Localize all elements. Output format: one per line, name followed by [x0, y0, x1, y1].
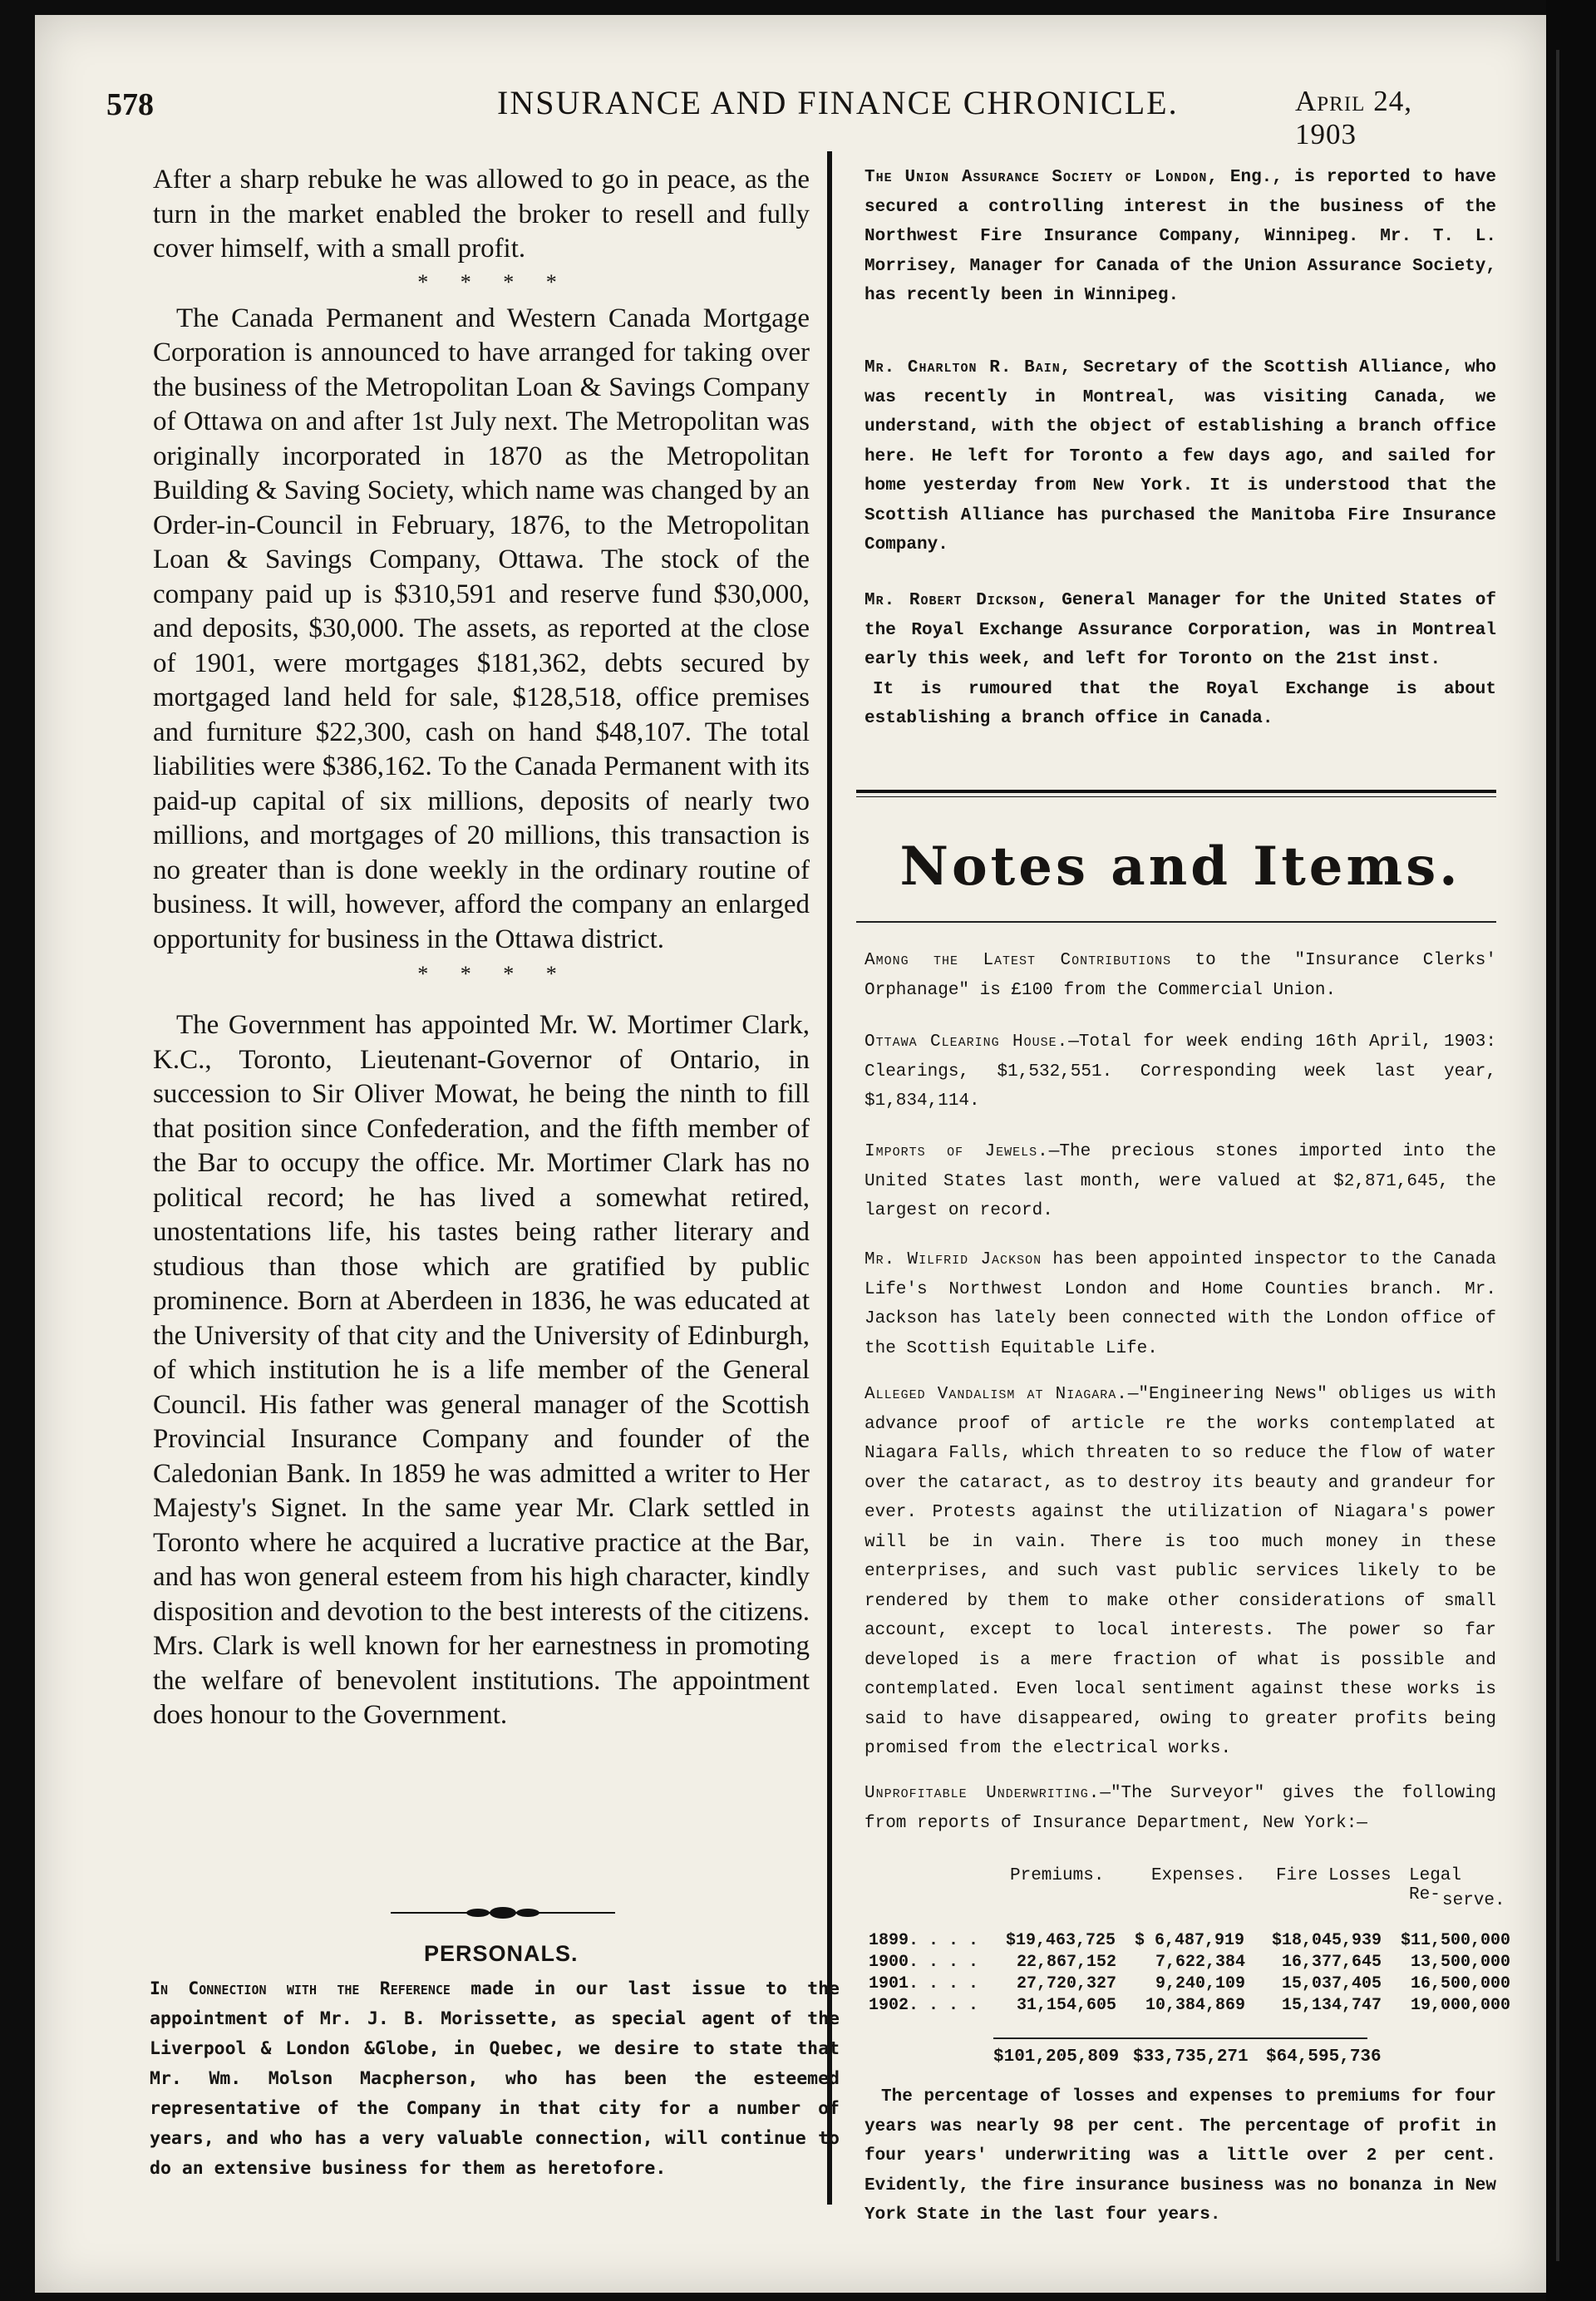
fire-losses-cell: $18,045,939	[1272, 1931, 1382, 1950]
section-rule	[856, 790, 1496, 797]
article-canada-permanent: The Canada Permanent and Western Canada Mortgage Corporation is announced to have arranged for taking over the business of the Metropolitan Loan & Savings Company of Ottawa on and after 1st July next. The Metropolitan was originally incorporated in 1870 as the Metropolitan Building & Saving Society, which name was changed by an Order-in-Council in February, 1876, to the Metropolitan Loan & Savings Company, Ottawa. The stock of the company paid up is $310,591 and reserve fund $30,000, and deposits, $30,000. The assets, as reported at the close of 1901, were mortgages $181,362, debts secured by mortgaged land held for sale, $128,518, office premises and furniture $22,300, cash on hand $48,107. The total liabilities were $386,162. To the Canada Permanent with its paid-up capital of six millions, deposits of nearly two millions, and mortgages of 20 millions, this transaction is no greater than is done weekly in the ordinary routine of business. It will, however, afford the company an enlarged opportunity for business in the Ottawa district.	[153, 303, 810, 954]
item-lead: Unprofitable Underwriting.	[864, 1784, 1101, 1803]
item-text: The percentage of losses and expenses to premiums for four years was nearly 98 per cent. The percentage of profit in four years' underwriting was a little over 2 per cent. Evidently, the fire insurance business was no bonanza in New York State in the last four years.	[864, 2087, 1496, 2225]
item-text: to the "Insurance Clerks' Orphanage" is £100 from the Commercial Union.	[864, 951, 1496, 1000]
fire-losses-total: $64,595,736	[1266, 2047, 1382, 2067]
item-lead: The Union Assurance Society of London,	[864, 168, 1219, 187]
expenses-cell: $ 6,487,919	[1135, 1931, 1245, 1950]
note-unprofitable-underwriting	[864, 1779, 1496, 1838]
item-text: General Manager for the United States of the Royal Exchange Assurance Corporation, was in Montreal early this week, and left for Toronto on the 21st inst.	[864, 591, 1497, 669]
expenses-cell: 7,622,384	[1155, 1953, 1246, 1972]
item-lead: Among the Latest Contributions	[864, 951, 1172, 970]
note-contributions	[864, 946, 1496, 1005]
item-text: It is rumoured that the Royal Exchange is about establishing a branch office in Canada.	[864, 679, 1496, 728]
ornament-divider	[391, 1904, 615, 1922]
item-text: made in our last issue to the appointment of Mr. J. B. Morissette, as special agent of the Liverpool & London &Globe, in Quebec, we desire to state that Mr. Wm. Molson Macpherson, who has been the esteemed representative of the Company in that city for a number of years, and who has a very valuable connection, will continue to do an extensive business for them as heretofore.	[150, 1978, 840, 2179]
column-header: Premiums.	[1010, 1866, 1105, 1885]
notes-heading: Notes and Items.	[899, 835, 1461, 898]
legal-reserve-cell: 19,000,000	[1411, 1996, 1511, 2015]
personals-heading: PERSONALS.	[424, 1941, 579, 1966]
page-edge	[1556, 50, 1559, 2261]
article-lieutenant-governor: The Government has appointed Mr. W. Mortimer Clark, K.C., Toronto, Lieutenant-Governor of Ontario, in succession to Sir Oliver Mowat, he being the ninth to fill that position since Confederation, and the fifth member of the Bar to occupy the office. Mr. Mortimer Clark has no political record; he has lived a somewhat retired, unostentations life, his tastes being rather literary and studious than those which are gratified by public prominence. Born at Aberdeen in 1836, he was educated at the University of that city and the University of Edinburgh, of which institution he is a life member of the General Council. His father was general manager of the Scottish Provincial Insurance Company and founder of the Caledonian Bank. In 1859 he was admitted a writer to Her Majesty's Signet. In the same year Mr. Clark settled in Toronto where he acquired a lucrative practice at the Bar, and has won general esteem from his high character, kindly disposition and devotion to the best interests of the citizens. Mrs. Clark is well known for her earnestness in promoting the welfare of benevolent institutions. The appointment does honour to the Government.	[153, 1010, 810, 1730]
expenses-cell: 9,240,109	[1155, 1974, 1246, 1993]
item-text: —"Engineering News" obliges us with advance proof of article re the works contemplated at Niagara Falls, which threaten to so reduce the flow of water over the cataract, as to destroy its beauty and grandeur for ever. Protests against the utilization of Niagara's power will be in vain. There is too much money in these enterprises, and such vast public services likely to be rendered by them to make other considerations of small account, except to local interests. The power so far developed is a mere fraction of what is possible and contemplated. Even local sentiment against these works is said to have disappeared, owing to greater profits being promised from the electrical works.	[864, 1385, 1496, 1758]
expenses-cell: 10,384,869	[1145, 1996, 1246, 2015]
table-row	[869, 1996, 1511, 2016]
fire-losses-cell: 15,134,747	[1282, 1996, 1382, 2015]
note-wilfrid-jackson	[864, 1245, 1496, 1363]
table-header	[869, 1866, 1505, 1910]
column-header: Expenses.	[1151, 1866, 1246, 1885]
page-number: 578	[106, 87, 154, 122]
premiums-cell: 31,154,605	[1017, 1996, 1117, 2015]
fire-losses-cell: 15,037,405	[1282, 1974, 1382, 1993]
section-separator: * * * *	[417, 269, 570, 294]
item-lead: Mr. Robert Dickson,	[864, 591, 1049, 610]
year-cell: 1899. . . .	[869, 1931, 979, 1950]
fire-losses-cell: 16,377,645	[1282, 1953, 1382, 1972]
right-item-charlton-bain	[864, 353, 1496, 560]
left-column	[153, 163, 810, 1733]
column-header: Fire Losses	[1276, 1866, 1392, 1885]
year-cell: 1902. . . .	[869, 1996, 979, 2015]
item-text: Eng., is reported to have secured a controlling interest in the business of the Northwest Fire Insurance Company, Winnipeg. Mr. T. L. Morrisey, Manager for Canada of the Union Assurance Society, has recently been in Winnipeg.	[864, 168, 1496, 305]
table-row	[869, 1974, 1511, 1994]
item-text: —Total for week ending 16th April, 1903: Clearings, $1,532,551. Corresponding week last year, $1,834,114.	[864, 1032, 1496, 1111]
item-lead: Alleged Vandalism at Niagara.	[864, 1385, 1128, 1404]
note-imports-jewels	[864, 1137, 1496, 1226]
column-rule	[827, 151, 832, 2205]
article-continuation: After a sharp rebuke he was allowed to go in peace, as the turn in the market enabled the broker to resell and fully cover himself, with a small profit.	[153, 165, 810, 264]
item-lead: In Connection with the Reference	[150, 1978, 451, 1999]
premiums-cell: $19,463,725	[1006, 1931, 1116, 1950]
item-lead: Imports of Jewels.	[864, 1142, 1049, 1161]
expenses-total: $33,735,271	[1133, 2047, 1249, 2067]
year-cell: 1901. . . .	[869, 1974, 979, 1993]
issue-date: April 24, 1903	[1295, 85, 1412, 150]
item-lead: Mr. Charlton R. Bain,	[864, 358, 1072, 377]
table-row	[869, 1931, 1511, 1951]
publication-title: INSURANCE AND FINANCE CHRONICLE.	[497, 84, 1179, 121]
legal-reserve-cell: $11,500,000	[1401, 1931, 1511, 1950]
right-item-robert-dickson	[864, 586, 1496, 734]
item-lead: Mr. Wilfrid Jackson	[864, 1250, 1042, 1269]
totals-rule	[993, 2037, 1367, 2039]
legal-reserve-cell: 16,500,000	[1411, 1974, 1511, 1993]
item-text: has been appointed inspector to the Canada Life's Northwest London and Home Counties branch. Mr. Jackson has lately been connected with the London office of the Scottish Equitable Life.	[864, 1250, 1496, 1358]
item-lead: Ottawa Clearing House.	[864, 1032, 1069, 1052]
personals-item	[150, 1974, 840, 2184]
scan-border	[1546, 0, 1596, 2301]
note-conclusion	[864, 2082, 1496, 2230]
premiums-cell: 22,867,152	[1017, 1953, 1117, 1972]
premiums-total: $101,205,809	[993, 2047, 1120, 2067]
item-text: —The precious stones imported into the United States last month, were valued at $2,871,645, the largest on record.	[864, 1142, 1497, 1220]
note-ottawa-clearing	[864, 1027, 1496, 1116]
item-text: —"The Surveyor" gives the following from reports of Insurance Department, New York:—	[864, 1784, 1496, 1833]
note-niagara	[864, 1380, 1496, 1764]
right-item-union-assurance	[864, 163, 1496, 311]
column-header: Legal Re-	[1409, 1866, 1462, 1904]
column-header: serve.	[1442, 1891, 1505, 1910]
table-row	[869, 1953, 1511, 1973]
section-rule	[856, 921, 1496, 923]
item-text: Secretary of the Scottish Alliance, who was recently in Montreal, was visiting Canada, we understand, with the object of establishing a branch office here. He left for Toronto a few days ago, and sailed for home yesterday from New York. It is understood that the Scottish Alliance has purchased the Manitoba Fire Insurance Company.	[864, 358, 1496, 554]
page-header	[106, 83, 1478, 150]
year-cell: 1900. . . .	[869, 1953, 979, 1972]
section-separator: * * * *	[417, 962, 570, 986]
legal-reserve-cell: 13,500,000	[1411, 1953, 1511, 1972]
premiums-cell: 27,720,327	[1017, 1974, 1117, 1993]
